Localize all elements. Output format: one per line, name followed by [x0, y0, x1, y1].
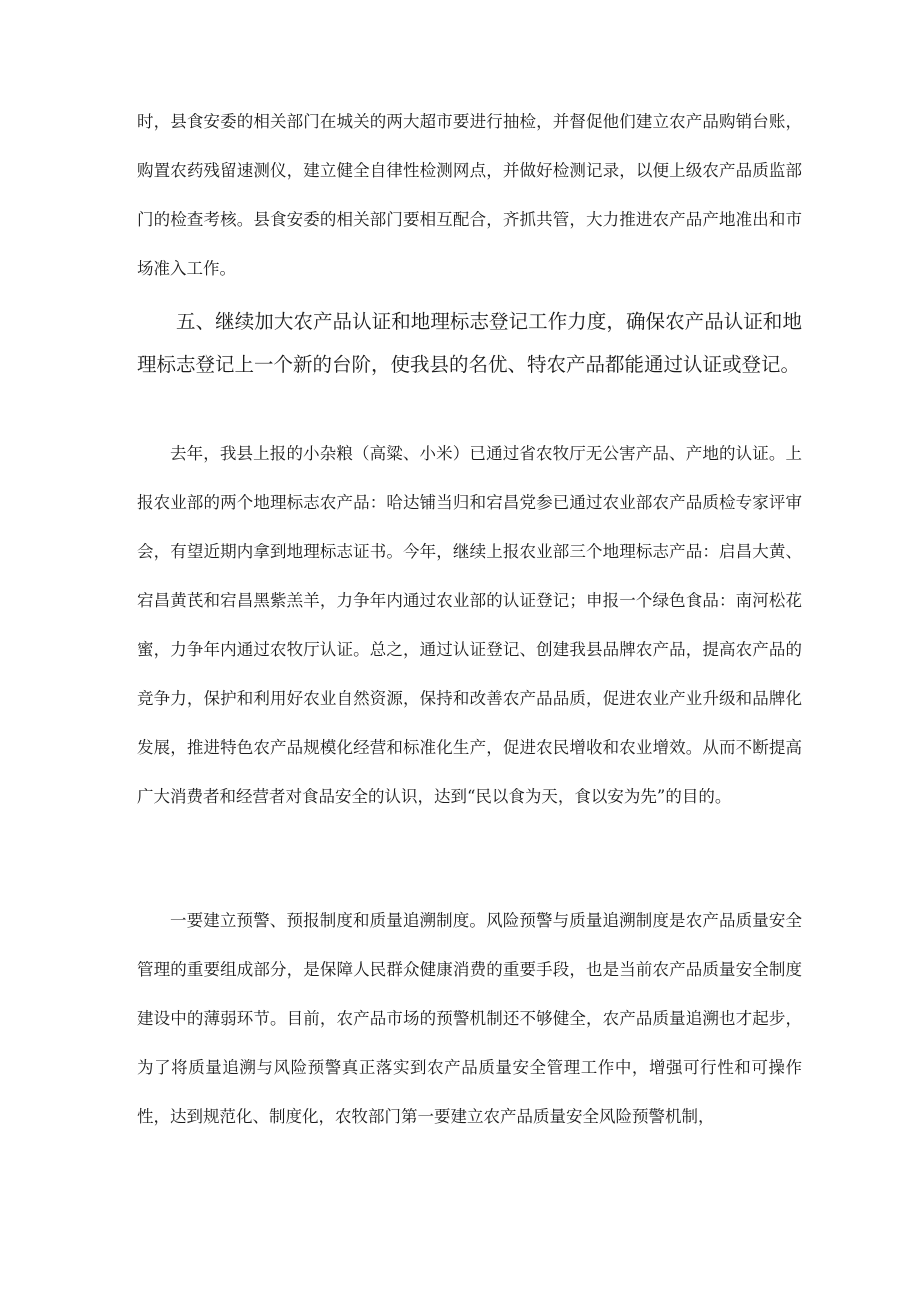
section-heading-five: 五、继续加大农产品认证和地理标志登记工作力度，确保农产品认证和地理标志登记上一个新的台阶，使我县的名优、特农产品都能通过认证或登记。: [137, 310, 802, 376]
paragraph-early-warning: 一要建立预警、预报制度和质量追溯制度。风险预警与质量追溯制度是农产品质量安全管理的重要组成部分，是保障人民群众健康消费的重要手段，也是当前农产品质量安全制度建设中的薄弱环节。目前，农产品市场的预警机制还不够健全，农产品质量追溯也才起步，为了将质量追溯与风险预警真正落实到农产品质量安全管理工作中，增强可行性和可操作性，达到规范化、制度化，农牧部门第一要建立农产品质量安全风险预警机制，: [137, 911, 802, 1126]
paragraph-continuation: 时，县食安委的相关部门在城关的两大超市要进行抽检，并督促他们建立农产品购销台账，购置农药残留速测仪，建立健全自律性检测网点，并做好检测记录，以便上级农产品质监部门的检查考核。县食安委的相关部门要相互配合，齐抓共管，大力推进农产品产地准出和市场准入工作。: [137, 112, 802, 278]
paragraph-certification: 去年，我县上报的小杂粮（高粱、小米）已通过省农牧厅无公害产品、产地的认证。上报农业部的两个地理标志农产品：哈达铺当归和宕昌党参已通过农业部农产品质检专家评审会，有望近期内拿到地理标志证书。今年，继续上报农业部三个地理标志产品：启昌大黄、宕昌黄芪和宕昌黑紫羔羊，力争年内通过农业部的认证登记；申报一个绿色食品：南河松花蜜，力争年内通过农牧厅认证。总之，通过认证登记、创建我县品牌农产品，提高农产品的竞争力，保护和利用好农业自然资源，保持和改善农产品品质，促进农业产业升级和品牌化发展，推进特色农产品规模化经营和标准化生产，促进农民增收和农业增效。从而不断提高广大消费者和经营者对食品安全的认识，达到“民以食为天，食以安为先”的目的。: [137, 444, 802, 806]
